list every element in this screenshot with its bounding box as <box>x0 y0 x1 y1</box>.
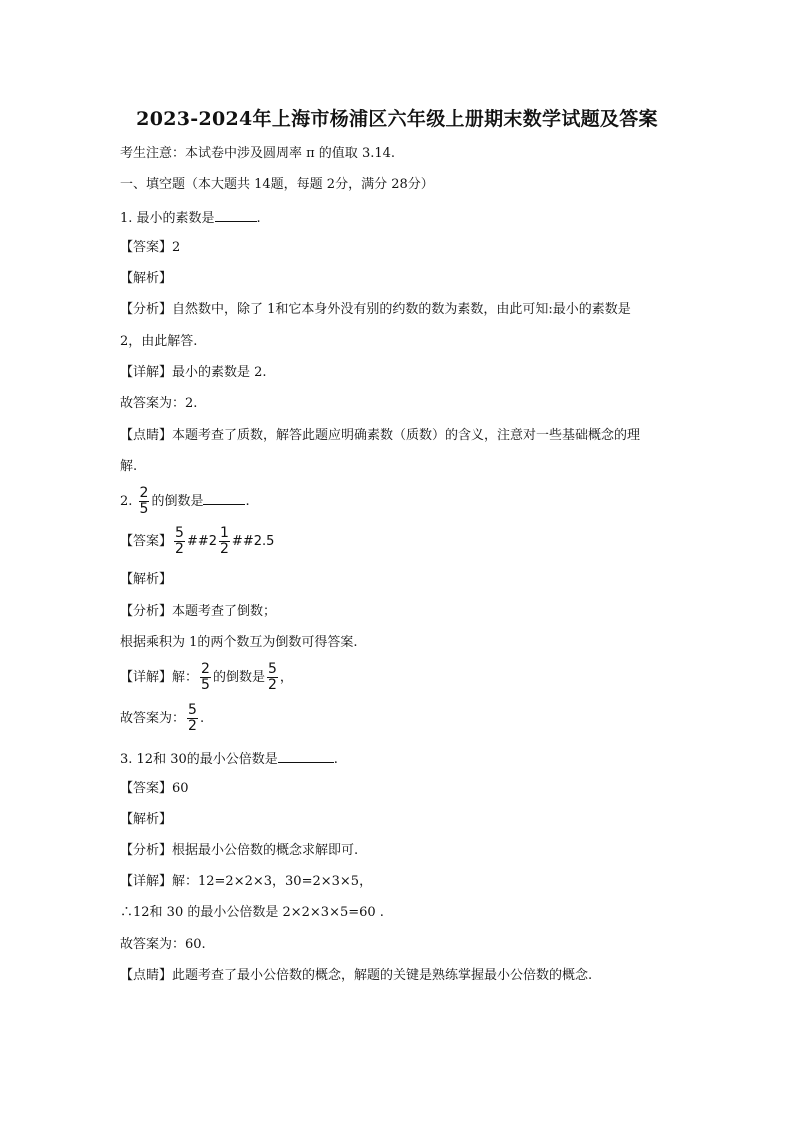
fraction-numerator: 5 <box>188 702 197 718</box>
question-2-text: 的倒数是 <box>151 494 204 509</box>
question-2-number: 2. <box>120 494 133 509</box>
q1-fenxi-2: 2，由此解答. <box>120 334 198 349</box>
q2-analysis-label: 【解析】 <box>120 572 173 587</box>
q2-rule: 根据乘积为 1的两个数互为倒数可得答案. <box>120 635 358 650</box>
q2-answer <box>120 525 274 559</box>
question-3-text: 3. 12和 30的最小公倍数是 <box>120 752 278 767</box>
question-1-end: . <box>256 211 261 226</box>
question-2-end: . <box>245 494 250 509</box>
fraction-numerator: 2 <box>201 661 210 677</box>
q2-final-end: . <box>199 711 205 726</box>
q2-answer-label: 【答案】 <box>120 534 173 549</box>
q3-answer: 【答案】60 <box>120 781 189 796</box>
fraction-denominator: 2 <box>175 541 184 557</box>
q2-xiangjie-end: ， <box>279 670 293 685</box>
answer-blank <box>215 209 257 222</box>
fraction <box>200 662 211 693</box>
fraction-denominator: 2 <box>267 677 277 693</box>
q1-dianjing-2: 解. <box>120 459 138 474</box>
q1-fenxi-1: 【分析】自然数中，除了 1和它本身外没有别的约数的数为素数，由此可知:最小的素数是 <box>120 302 631 317</box>
fraction <box>187 703 198 734</box>
fraction-numerator: 5 <box>267 661 277 677</box>
question-1-text: 1. 最小的素数是 <box>120 211 215 226</box>
q1-xiangjie: 【详解】最小的素数是 2. <box>120 365 267 380</box>
fraction-denominator: 2 <box>188 718 197 734</box>
q3-dianjing: 【点睛】此题考查了最小公倍数的概念，解题的关键是熟练掌握最小公倍数的概念. <box>120 968 593 983</box>
mixed-fraction <box>219 526 230 557</box>
answer-blank <box>203 492 245 505</box>
fraction <box>139 486 150 517</box>
fraction-denominator: 5 <box>139 501 149 517</box>
q3-analysis-label: 【解析】 <box>120 812 173 827</box>
question-2 <box>120 485 250 519</box>
notice: 考生注意：本试卷中涉及圆周率 π 的值取 3.14. <box>120 146 396 161</box>
fraction-numerator: 2 <box>139 485 149 501</box>
answer-blank <box>278 750 334 763</box>
q1-answer: 【答案】2 <box>120 240 181 255</box>
fraction-denominator: 2 <box>220 541 229 557</box>
page-title: 2023-2024年上海市杨浦区六年级上册期末数学试题及答案 <box>136 108 658 130</box>
separator: ##2 <box>186 534 217 549</box>
question-3 <box>120 750 338 768</box>
fraction <box>267 662 278 693</box>
section-header: 一、填空题（本大题共 14题，每题 2分，满分 28分） <box>120 177 434 192</box>
q2-fenxi: 【分析】本题考查了倒数； <box>120 604 277 619</box>
q1-analysis-label: 【解析】 <box>120 271 173 286</box>
separator: ##2.5 <box>231 534 275 549</box>
fraction-denominator: 5 <box>201 677 210 693</box>
fraction-numerator: 5 <box>175 525 184 541</box>
q1-dianjing-1: 【点睛】本题考查了质数，解答此题应明确素数（质数）的含义，注意对一些基础概念的理 <box>120 428 641 443</box>
fraction-numerator: 1 <box>220 525 229 541</box>
q2-xiangjie <box>120 661 293 695</box>
q3-fenxi: 【分析】根据最小公倍数的概念求解即可. <box>120 843 359 858</box>
q2-xiangjie-label: 【详解】解： <box>120 670 199 685</box>
q3-xiangjie: 【详解】解：12=2×2×3，30=2×3×5， <box>120 874 373 889</box>
q2-final-label: 故答案为： <box>120 711 186 726</box>
question-3-end: . <box>333 752 338 767</box>
q2-final-answer <box>120 702 204 736</box>
question-1 <box>120 209 261 227</box>
fraction <box>174 526 185 557</box>
q3-therefore: ∴12和 30 的最小公倍数是 2×2×3×5=60 . <box>120 905 384 920</box>
q2-xiangjie-mid: 的倒数是 <box>212 670 265 685</box>
q3-final-answer: 故答案为：60. <box>120 937 206 952</box>
q1-final-answer: 故答案为：2. <box>120 396 198 411</box>
